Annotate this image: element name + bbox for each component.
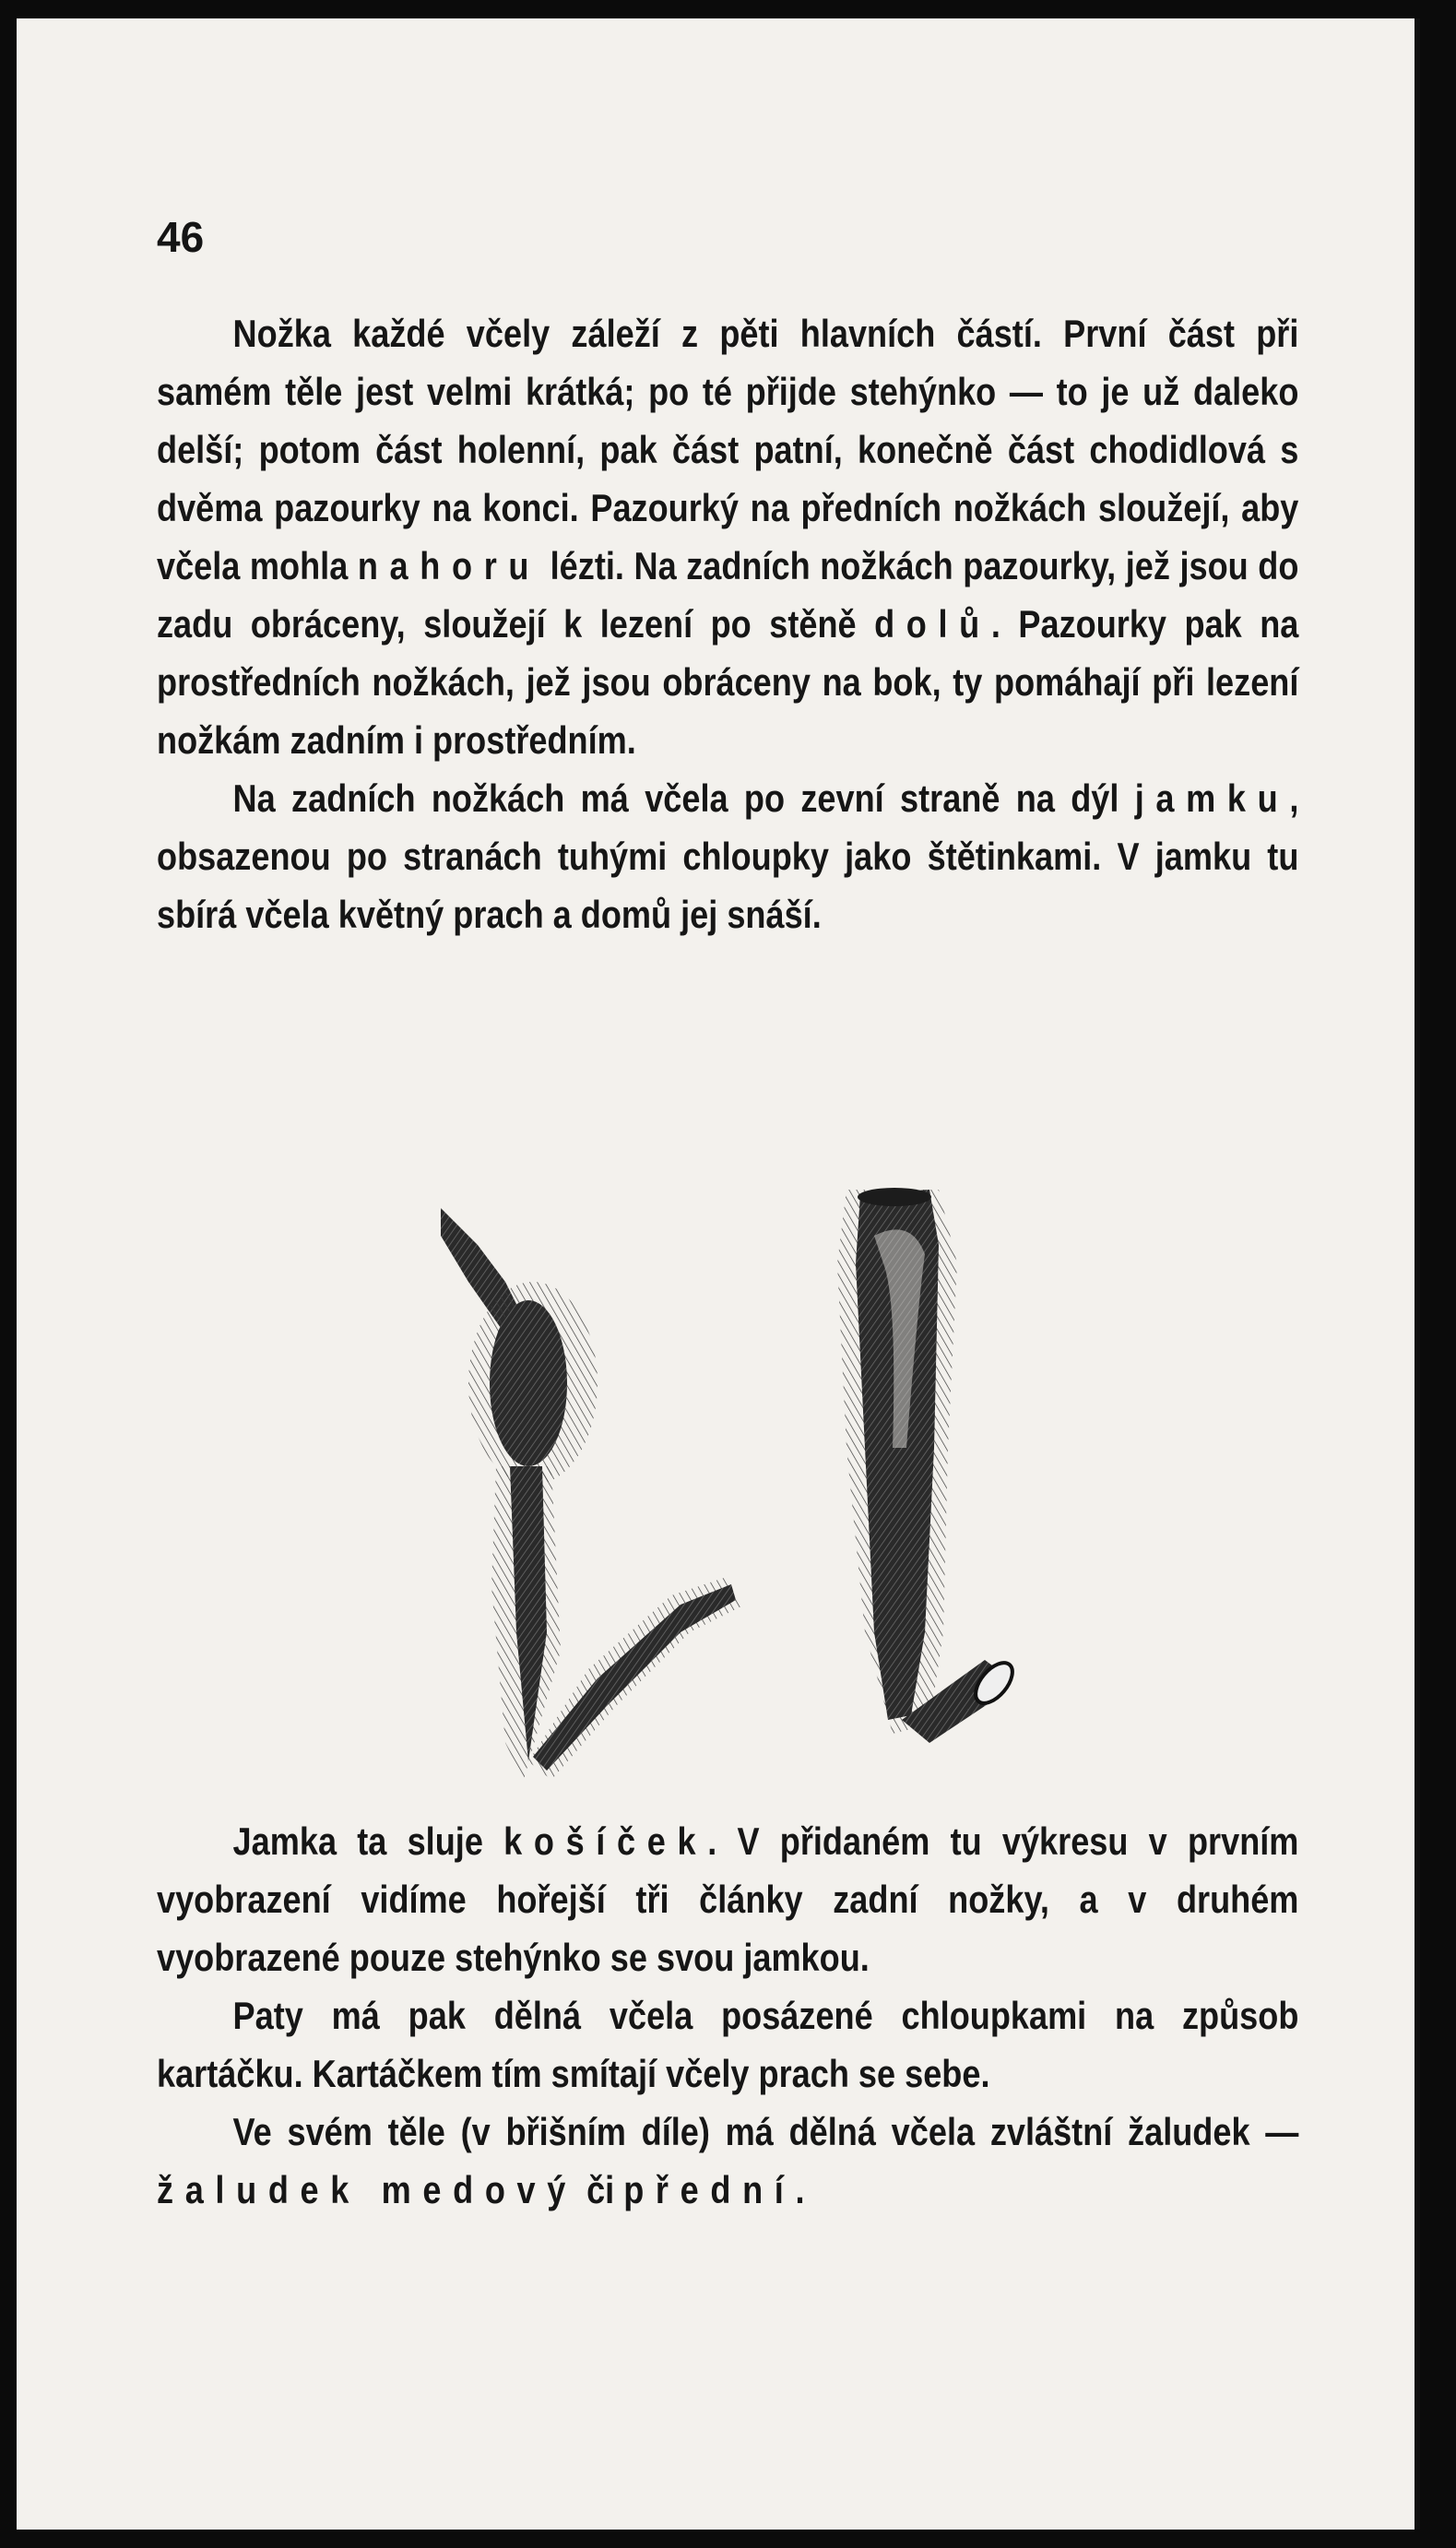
emphasized-text: nahoru (357, 544, 541, 587)
emphasized-text: dolů (874, 602, 991, 646)
paragraph-text: Na zadních nožkách má včela po zevní straně na dýl (232, 776, 1135, 820)
paragraph-p4 (157, 1986, 1298, 2103)
leg-figure-1 (441, 1208, 745, 1780)
paragraph-p3 (157, 1812, 1298, 1986)
paragraph-text: lézti. Na zadních nožkách pazourky, jež jsou do zadu obráceny, sloužejí k lezení po stěně (157, 544, 1299, 646)
paragraph-p1 (157, 304, 1298, 769)
text-block-top (157, 304, 1298, 943)
bee-leg-illustration (413, 1171, 1114, 1817)
paragraph-text: Jamka ta sluje (232, 1819, 504, 1863)
emphasized-text: žaludek medový (157, 2168, 578, 2211)
paragraph-text: či (577, 2168, 624, 2211)
paragraph-p5 (157, 2103, 1298, 2219)
paragraph-text: . V přidaném tu výkresu v prvním vyobrazení vidíme hořejší tři články zadní nožky, a v druhém vyobrazené pouze stehýnko se svou jamkou. (157, 1819, 1299, 1979)
paragraph-text: Paty má pak dělná včela posázené chloupkami na způsob kartáčku. Kartáčkem tím smítají včely prach se sebe. (157, 1994, 1299, 2095)
leg-figure-2 (837, 1188, 1019, 1743)
paragraph-text: Nožka každé včely záleží z pěti hlavních částí. První část při samém těle jest velmi krátká; po té přijde stehýnko — to je už daleko delší; potom část holenní, pak část patní, konečně část chodidlová s dvěma pazourky na konci. Pazourký na předních nožkách sloužejí, aby včela mohla (157, 312, 1299, 587)
page-number: 46 (157, 213, 205, 261)
paragraph-text: Ve svém těle (v břišním díle) má dělná včela zvláštní žaludek — (232, 2110, 1299, 2153)
paragraph-text: . Pazourky pak na prostředních nožkách, jež jsou obráceny na bok, ty pomáhají při lezení nožkám zadním i prostředním. (157, 602, 1299, 762)
book-page (17, 18, 1420, 2530)
emphasized-text: jamku (1134, 776, 1290, 820)
emphasized-text: košíček (503, 1819, 708, 1863)
tarsus-segment (490, 1300, 567, 1466)
femur-top-rim (858, 1188, 931, 1206)
bee-leg-engraving (413, 1171, 1114, 1817)
paragraph-text: , obsazenou po stranách tuhými chloupky jako štětinkami. V jamku tu sbírá včela květný prach a domů jej snáší. (157, 776, 1299, 936)
text-block-bottom (157, 1812, 1298, 2219)
paragraph-text: . (795, 2168, 805, 2211)
emphasized-text: přední (623, 2168, 796, 2211)
paragraph-p2 (157, 769, 1298, 943)
femur-segment (533, 1584, 736, 1771)
